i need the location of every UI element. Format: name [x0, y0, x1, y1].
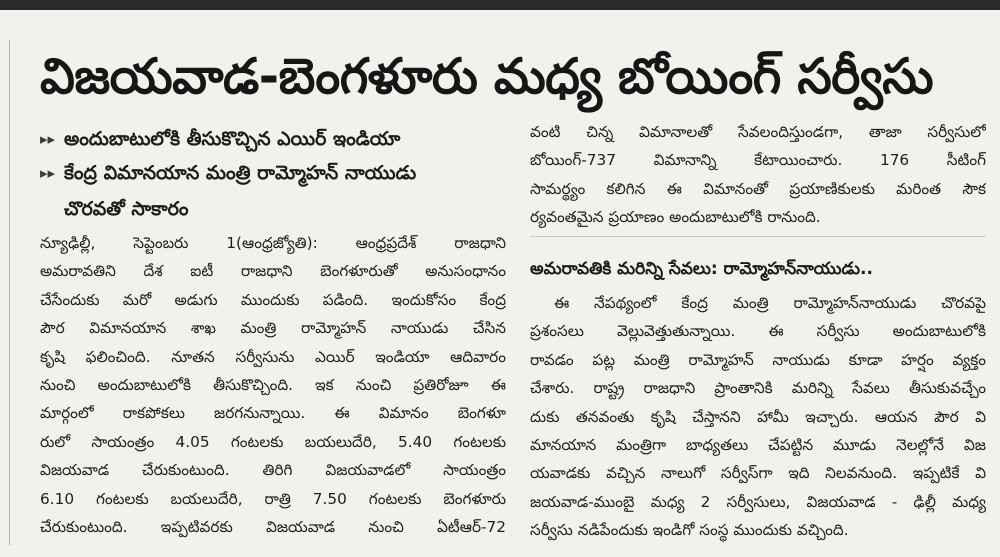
body-line: యవాడకు వచ్చిన నాలుగో సర్వీస్‌గా ఇది నిలవనుంది. ఇప్పటికే వి	[530, 464, 986, 483]
body-line: చేశారు. రాష్ట్ర రాజధాని ప్రాంతానికి మరిన్ని సేవలు తీసుకువచ్చేం	[530, 379, 986, 398]
top-border	[0, 0, 1000, 10]
section-divider	[530, 236, 986, 237]
body-line: రులో సాయంత్రం 4.05 గంటలకు బయలుదేరి, 5.40 గంటలకు	[40, 432, 506, 451]
body-line: వంటి చిన్న విమానాలతో సేవలందిస్తుండగా, తాజా సర్వీసులో	[530, 123, 986, 141]
subhead-1	[40, 124, 510, 154]
subhead-1-line-1: అందుబాటులోకి తీసుకొచ్చిన ఎయిర్ ఇండియా	[64, 128, 401, 150]
column-rule	[9, 40, 10, 545]
body-line: న్యూఢిల్లీ, సెప్టెంబరు 1(ఆంధ్రజ్యోతి): ఆంధ్రప్రదేశ్ రాజధాని	[40, 234, 506, 252]
body-line: బోయింగ్-737 విమానాన్ని కేటాయించారు. 176 సీటింగ్	[530, 151, 986, 170]
body-left-column	[40, 229, 506, 541]
body-line: ర్యవంతమైన ప్రయాణం అందుబాటులోకి రానుంది.	[530, 208, 821, 227]
body-line: ప్రశంసలు వెల్లువెత్తుతున్నాయి. ఈ సర్వీసు అందుబాటులోకి	[530, 322, 986, 341]
body-line: సర్వీసు నడిపేందుకు ఇండిగో సంస్థ ముందుకు వచ్చింది.	[530, 521, 849, 540]
body-line: జయవాడ-ముంబై మధ్య 2 సర్వీసులు, విజయవాడ - ఢిల్లీ మధ్య	[530, 492, 986, 511]
body-line: రావడం పట్ల మంత్రి రామ్మోహన్ నాయుడు కూడా హర్షం వ్యక్తం	[530, 350, 986, 369]
body-line: పౌర విమానయాన శాఖ మంత్రి రామ్మోహన్ నాయుడు చేసిన	[40, 319, 506, 338]
body-line: చేసేందుకు మరో అడుగు ముందుకు పడింది. ఇందుకోసం కేంద్ర	[40, 290, 506, 309]
body-line: సామర్థ్యం కలిగిన ఈ విమానంతో ప్రయాణికులకు మరింత సౌక	[530, 179, 986, 198]
double-arrow-icon: ▸▸	[40, 130, 56, 148]
body-line: విజయవాడ చేరుకుంటుంది. తిరిగి విజయవాడలో సాయంత్రం	[40, 461, 506, 480]
subheads	[40, 124, 510, 228]
body-line: దుకు తనవంతు కృషి చేస్తానని హామీ ఇచ్చారు. ఆయన పౌర వి	[530, 407, 986, 426]
section-heading: అమరావతికి మరిన్ని సేవలు: రామ్మోహన్‌నాయుడు..	[530, 259, 873, 279]
body-line: చేరుకుంటుంది. ఇప్పటివరకు విజయవాడ నుంచి ఏటీఆర్-72	[40, 517, 506, 536]
body-line: నుంచి అందుబాటులోకి తీసుకొచ్చింది. ఇక నుంచి ప్రతిరోజూ ఈ	[40, 375, 506, 394]
body-line: కృషి ఫలించింది. నూతన సర్వీసును ఎయిర్ ఇండియా ఆదివారం	[40, 347, 506, 366]
body-line: ఈ నేపథ్యంలో కేంద్ర మంత్రి రామ్మోహన్‌నాయుడు చొరవపై	[554, 294, 986, 312]
subhead-2-line-2: చొరవతో సాకారం	[64, 198, 189, 220]
body-line: మార్గంలో రాకపోకలు జరగనున్నాయి. ఈ విమానం బెంగళూ	[40, 404, 506, 423]
subhead-2	[40, 158, 510, 224]
double-arrow-icon: ▸▸	[40, 164, 56, 182]
body-line: అమరావతిని దేశ ఐటీ రాజధాని బెంగళూరుతో అనుసంధానం	[40, 262, 506, 281]
body-right-top	[530, 118, 986, 232]
headline: విజయవాడ-బెంగళూరు మధ్య బోయింగ్ సర్వీసు	[40, 48, 934, 105]
subhead-2-line-1: కేంద్ర విమానయాన మంత్రి రామ్మోహన్ నాయుడు	[64, 162, 417, 184]
body-line: 6.10 గంటలకు బయలుదేరి, రాత్రి 7.50 గంటలకు బెంగళూరు	[40, 489, 506, 508]
body-right-bottom	[530, 289, 986, 545]
body-line: మానయాన మంత్రిగా బాధ్యతలు చేపట్టిన మూడు నెలల్లోనే విజ	[530, 435, 986, 454]
